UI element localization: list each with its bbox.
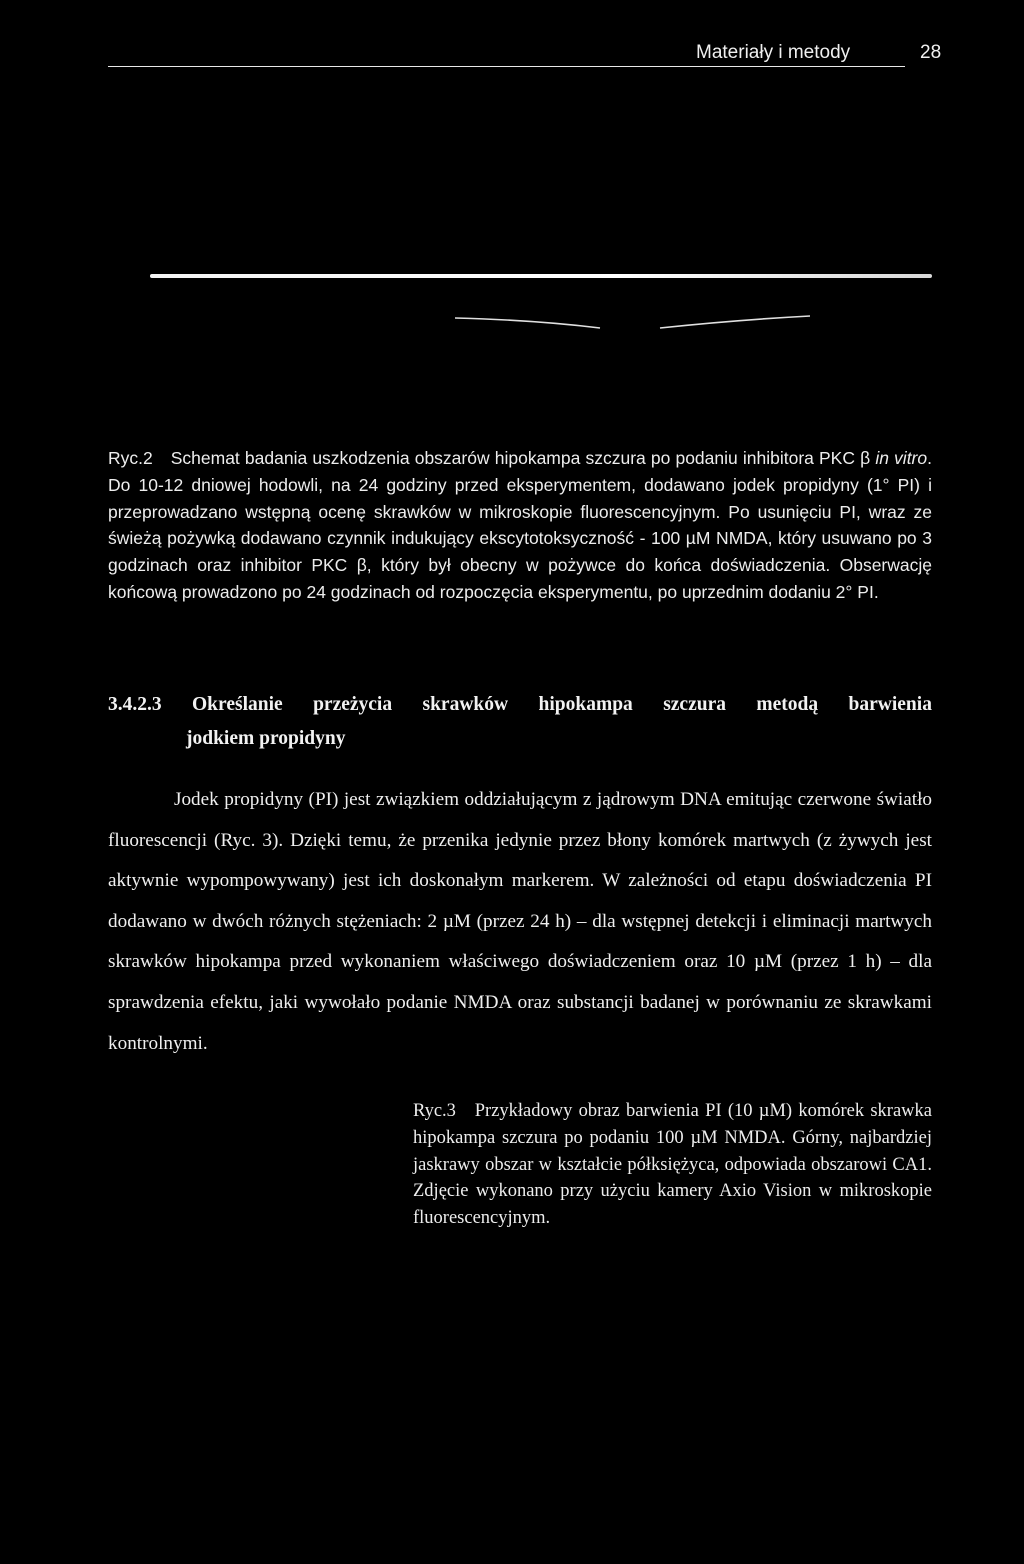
figure2-caption-label: Ryc.2 <box>108 448 153 468</box>
figure2-caption <box>108 445 932 606</box>
figure2-caption-italic: in vitro <box>875 448 928 468</box>
section-heading-line1 <box>108 688 932 722</box>
section-title-word: przeżycia <box>313 694 393 715</box>
header-section-title: Materiały i metody <box>696 42 851 63</box>
figure3-caption <box>413 1098 932 1232</box>
figure3-caption-label: Ryc.3 <box>413 1101 456 1121</box>
section-heading <box>108 688 932 756</box>
figure3-caption-text: Przykładowy obraz barwienia PI (10 µM) komórek skrawka hipokampa szczura po podaniu 100 µM NMDA. Górny, najbardziej jaskrawy obszar w kształcie półksiężyca, odpowiada obszarowi CA1. Zdjęcie wykonano przy użyciu kamery Axio Vision w mikroskopie fluorescencyjnym. <box>413 1101 932 1229</box>
figure2-caption-part1: Schemat badania uszkodzenia obszarów hipokampa szczura po podaniu inhibitora PKC β <box>170 448 871 468</box>
section-title-word: barwienia <box>848 694 932 715</box>
section-title-word: Określanie <box>192 694 283 715</box>
section-title-word: metodą <box>756 694 819 715</box>
page-number: 28 <box>920 42 942 63</box>
section-title-word: skrawków <box>422 694 509 715</box>
figure2-curve-right <box>655 312 815 332</box>
section-title-word: szczura <box>663 694 726 715</box>
section-number: 3.4.2.3 <box>108 694 162 715</box>
running-header <box>0 40 1024 68</box>
figure2-caption-part2: . Do 10-12 dniowej hodowli, na 24 godziny przed eksperymentem, dodawano jodek propidyny (1° PI) i przeprowadzano wstępną ocenę skrawków w mikroskopie fluorescencyjnym. Po usunięciu PI, wraz ze świeżą pożywką dodawano czynnik indukujący ekscytotoksyczność - 100 µM NMDA, który usuwano po 3 godzinach oraz inhibitor PKC β, który był obecny w pożywce do końca doświadczenia. Obserwację końcową prowadzono po 24 godzinach od rozpoczęcia eksperymentu, po uprzednim dodaniu 2° PI. <box>108 448 932 602</box>
header-rule <box>108 66 905 67</box>
body-text <box>108 780 932 1064</box>
section-heading-line2: jodkiem propidyny <box>186 728 346 749</box>
figure2-curve-left <box>455 312 605 332</box>
body-paragraph: Jodek propidyny (PI) jest związkiem oddziałującym z jądrowym DNA emitując czerwone światło fluorescencji (Ryc. 3). Dzięki temu, że przenika jedynie przez błony komórek martwych (z żywych jest aktywnie wypompowywany) jest ich doskonałym markerem. W zależności od etapu doświadczenia PI dodawano w dwóch różnych stężeniach: 2 µM (przez 24 h) – dla wstępnej detekcji i eliminacji martwych skrawków hipokampa przed wykonaniem właściwego doświadczeniem oraz 10 µM (przez 1 h) – dla sprawdzenia efektu, jaki wywołało podanie NMDA oraz substancji badanej w porównaniu ze skrawkami kontrolnymi. <box>108 789 932 1054</box>
section-title-word: hipokampa <box>538 694 633 715</box>
figure2-timeline-line <box>150 274 932 278</box>
